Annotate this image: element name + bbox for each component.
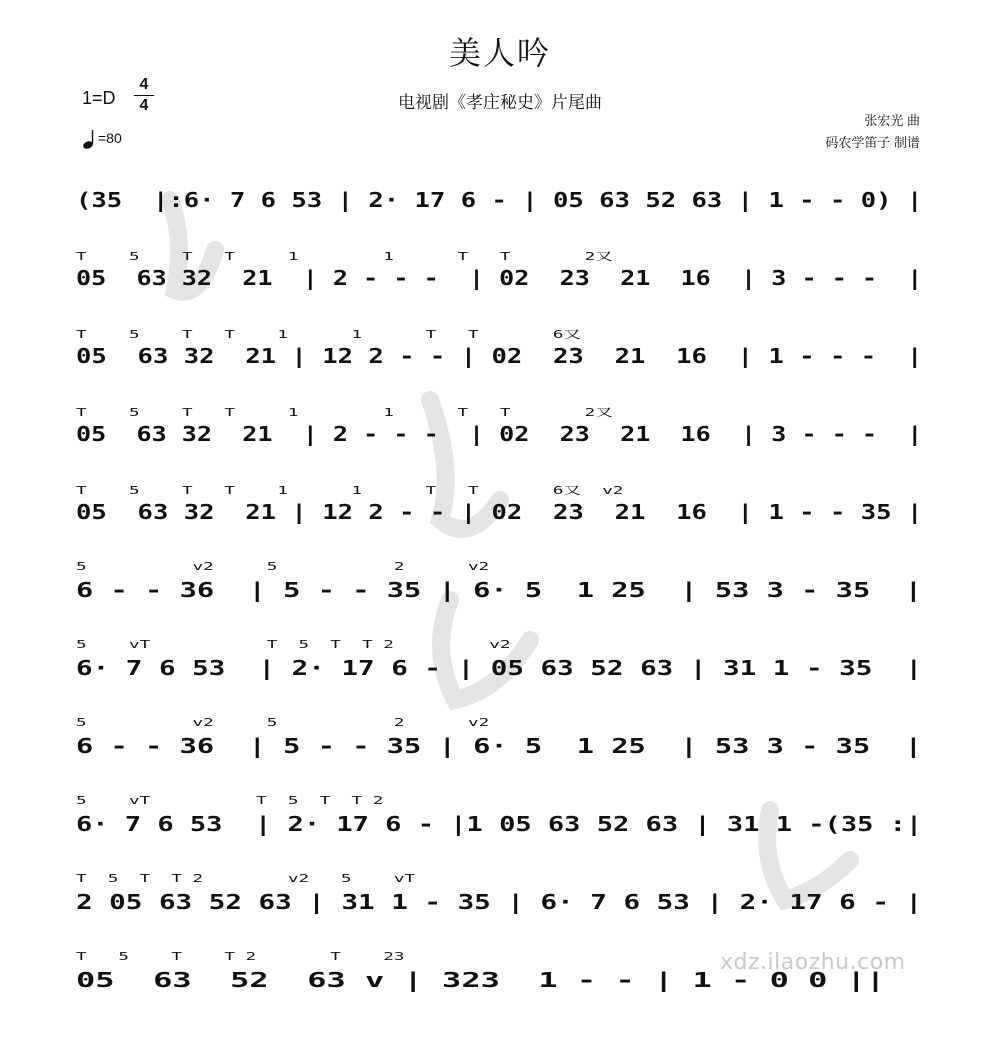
ornament-marks: T 5 T T 1 1 T T 6又: [76, 328, 582, 341]
score-line: [76, 560, 924, 638]
notation-text: 6 - - 36 | 5 - - 35 | 6· 5 1 25 | 53 3 - 35 |: [76, 734, 923, 758]
meter-top: 4: [139, 76, 149, 93]
notation-text: 05 63 32 21 | 12 2 - - | 02 23 21 16 | 1 - - - |: [76, 344, 923, 368]
song-subtitle: 电视剧《孝庄秘史》片尾曲: [398, 93, 602, 112]
ornament-marks: T 5 T T 1 1 T T 2又: [76, 250, 613, 263]
song-title: 美人吟: [448, 35, 551, 71]
notation-text: 05 63 32 21 | 12 2 - - | 02 23 21 16 | 1 - - 35 |: [76, 500, 923, 524]
ornament-marks: 5 vT T 5 T T 2 v2: [76, 638, 511, 651]
score-line: [76, 328, 924, 404]
notation-text: 6· 7 6 53 | 2· 17 6 - | 05 63 52 63 | 31 1 - 35 |: [76, 656, 923, 680]
score-line: [76, 250, 924, 326]
score-line: [76, 484, 924, 560]
ornament-marks: T 5 T T 1 1 T T 6又 v2: [76, 484, 624, 497]
notation-text: 6· 7 6 53 | 2· 17 6 - |1 05 63 52 63 | 31 1 -(35 :|: [76, 812, 923, 836]
ornament-marks: T 5 T T 1 1 T T 2又: [76, 406, 613, 419]
composer-credit: 张宏光 曲: [864, 113, 920, 128]
tempo-value: =80: [98, 130, 122, 146]
tempo-marking: [82, 129, 122, 149]
score-line: [76, 638, 924, 716]
time-signature: [134, 76, 154, 115]
meter-divider: [134, 95, 154, 96]
notation-text: 6 - - 36 | 5 - - 35 | 6· 5 1 25 | 53 3 - 35 |: [76, 578, 923, 602]
notation-text: (35 |:6· 7 6 53 | 2· 17 6 - | 05 63 52 63 | 1 - - 0) |: [76, 188, 923, 212]
notation-text: 2 05 63 52 63 | 31 1 - 35 | 6· 7 6 53 | 2· 17 6 - |: [76, 890, 923, 914]
ornament-marks: 5 v2 5 2 v2: [76, 560, 490, 573]
arranger-credit: 码农学笛子 制谱: [825, 135, 920, 150]
score-line: [76, 872, 924, 950]
score-line: [76, 178, 924, 248]
notation-text: 05 63 32 21 | 2 - - - | 02 23 21 16 | 3 - - - |: [76, 422, 923, 446]
notation-text: 05 63 52 63 v | 323 1 - - | 1 - 0 0 ||: [76, 968, 886, 992]
ornament-marks: T 5 T T 2 T 23: [76, 950, 405, 963]
quarter-note-icon: [82, 129, 98, 149]
ornament-marks: T 5 T T 2 v2 5 vT: [76, 872, 416, 885]
score-line: [76, 794, 924, 872]
key-signature: 1=D: [82, 88, 116, 108]
score-line: [76, 716, 924, 794]
ornament-marks: 5 v2 5 2 v2: [76, 716, 490, 729]
meter-bottom: 4: [139, 97, 149, 114]
watermark-text: xdz.ilaozhu.com: [720, 950, 906, 975]
ornament-marks: 5 vT T 5 T T 2: [76, 794, 384, 807]
score-line: [76, 406, 924, 482]
notation-text: 05 63 32 21 | 2 - - - | 02 23 21 16 | 3 - - - |: [76, 266, 923, 290]
